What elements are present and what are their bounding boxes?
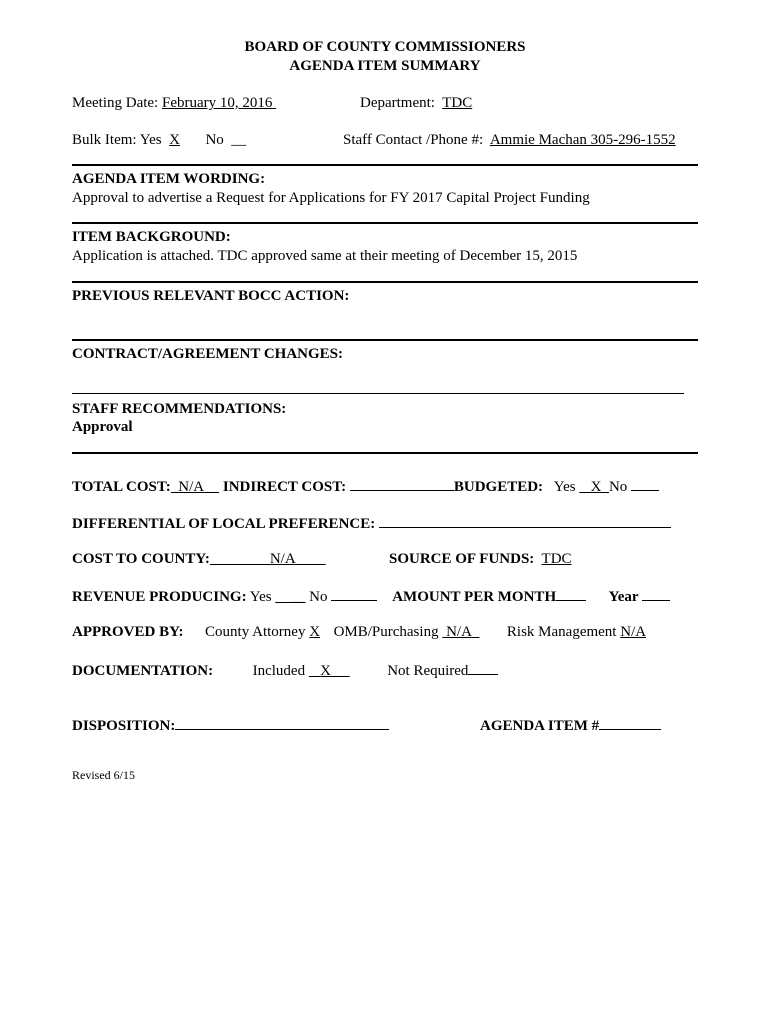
section-divider: [72, 281, 698, 283]
budgeted-yes-label: Yes: [553, 479, 576, 495]
bulk-no-value: __: [231, 132, 247, 148]
omb-label: OMB/Purchasing: [333, 624, 439, 640]
meeting-date-label: Meeting Date:: [72, 95, 159, 111]
staff-contact-label: Staff Contact /Phone #:: [343, 132, 484, 148]
county-attorney-value: X: [309, 624, 321, 640]
indirect-cost-blank: [350, 476, 454, 491]
source-funds-value: TDC: [541, 551, 572, 567]
indirect-cost-label: INDIRECT COST:: [222, 479, 347, 495]
budgeted-no-label: No: [608, 479, 628, 495]
agenda-item-number-label: AGENDA ITEM #: [480, 718, 600, 734]
documentation-row: [72, 660, 498, 680]
department-value: TDC: [442, 95, 473, 111]
cost-row: [72, 476, 659, 496]
county-attorney-label: County Attorney: [205, 624, 306, 640]
revised-note: Revised 6/15: [72, 768, 135, 782]
total-cost-label: TOTAL COST:: [72, 479, 171, 495]
not-required-label: Not Required: [387, 663, 469, 679]
differential-blank: [379, 513, 671, 528]
risk-value: N/A: [620, 624, 647, 640]
source-funds-row: [389, 550, 572, 568]
county-cost-value: N/A: [269, 551, 296, 567]
total-cost-value: N/A: [178, 479, 205, 495]
budgeted-label: BUDGETED:: [453, 479, 544, 495]
section-divider: [72, 339, 698, 341]
amount-per-month-label: AMOUNT PER MONTH: [392, 589, 557, 605]
section-divider: [72, 164, 698, 166]
source-funds-label: SOURCE OF FUNDS:: [389, 551, 535, 567]
year-label: Year: [608, 589, 639, 605]
disposition-label: DISPOSITION:: [72, 718, 176, 734]
staff-contact-value: Ammie Machan 305-296-1552: [489, 132, 676, 148]
disposition-blank: [175, 715, 389, 730]
agenda-wording-heading: AGENDA ITEM WORDING:: [72, 171, 266, 187]
omb-value: N/A: [446, 624, 472, 640]
included-label: Included: [252, 663, 306, 679]
county-cost-row: [72, 550, 326, 568]
meeting-date-value: February 10, 2016: [161, 95, 273, 111]
not-required-blank: [468, 660, 498, 675]
section-divider: [72, 452, 698, 454]
included-value: X: [320, 663, 331, 679]
meeting-date-row: [72, 94, 276, 112]
differential-label: DIFFERENTIAL OF LOCAL PREFERENCE:: [72, 516, 376, 532]
revenue-yes-value: __: [290, 589, 306, 605]
disposition-row: [72, 715, 389, 735]
year-blank: [642, 586, 670, 601]
revenue-no-label: No: [309, 589, 328, 605]
revenue-row: [72, 586, 670, 606]
contract-changes-line: [72, 393, 684, 394]
bulk-item-label: Bulk Item: Yes: [72, 132, 162, 148]
agenda-wording-text: Approval to advertise a Request for Applications for FY 2017 Capital Project Funding: [72, 190, 590, 206]
amount-per-month-blank: [556, 586, 586, 601]
budgeted-no-blank: [631, 476, 659, 491]
bulk-item-row: [72, 131, 246, 149]
staff-contact-row: [343, 131, 676, 149]
approved-row: [72, 623, 646, 641]
previous-action-heading: PREVIOUS RELEVANT BOCC ACTION:: [72, 288, 350, 304]
risk-label: Risk Management: [506, 624, 617, 640]
item-background-heading: ITEM BACKGROUND:: [72, 229, 231, 245]
department-row: [360, 94, 472, 112]
bulk-yes-value: X: [169, 132, 180, 148]
section-divider: [72, 222, 698, 224]
approved-label: APPROVED BY:: [72, 624, 184, 640]
county-cost-label: COST TO COUNTY:: [72, 551, 210, 567]
budgeted-yes-value: X: [590, 479, 602, 495]
agenda-item-number-row: [480, 715, 661, 735]
staff-recommendations-heading: STAFF RECOMMENDATIONS:: [72, 401, 287, 417]
form-subtitle: AGENDA ITEM SUMMARY: [289, 58, 481, 74]
documentation-label: DOCUMENTATION:: [72, 663, 214, 679]
bulk-no-label: No: [205, 132, 224, 148]
item-background-text: Application is attached. TDC approved same at their meeting of December 15, 2015: [72, 248, 578, 264]
differential-row: [72, 513, 671, 533]
form-title: BOARD OF COUNTY COMMISSIONERS: [244, 39, 526, 55]
revenue-label: REVENUE PRODUCING:: [72, 589, 247, 605]
staff-recommendations-text: Approval: [72, 419, 133, 435]
department-label: Department:: [360, 95, 435, 111]
contract-changes-heading: CONTRACT/AGREEMENT CHANGES:: [72, 346, 344, 362]
revenue-yes-label: Yes: [249, 589, 272, 605]
agenda-item-number-blank: [599, 715, 661, 730]
revenue-no-blank: [331, 586, 377, 601]
